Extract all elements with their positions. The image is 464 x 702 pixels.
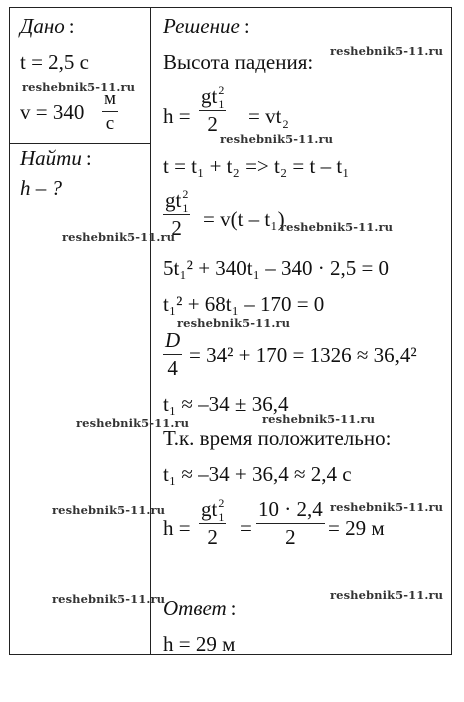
- eq7: t₁ ≈ –34 ± 36,4: [163, 392, 289, 416]
- given-speed: v = 340: [20, 100, 85, 124]
- eq9-fraction-2: 10 · 2,4 2: [258, 497, 323, 549]
- eq8: t₁ ≈ –34 + 36,4 ≈ 2,4 с: [163, 462, 352, 486]
- fall-height-label: Высота падения:: [163, 50, 314, 74]
- watermark: reshebnik5-11.ru: [22, 80, 136, 94]
- eq3-fraction: $gt_1^2$ 2: [165, 187, 189, 240]
- eq9-equals: =: [240, 516, 252, 540]
- eq4: 5t₁² + 340t₁ – 340 · 2,5 = 0: [163, 256, 390, 280]
- eq3-rhs: = v(t – t₁): [203, 207, 285, 231]
- watermark: reshebnik5-11.ru: [52, 592, 166, 606]
- eq9-rhs: = 29 м: [328, 516, 385, 540]
- positive-note: Т.к. время положительно:: [163, 426, 392, 450]
- eq1-lhs: h =: [163, 104, 191, 128]
- answer-value: h = 29 м: [163, 632, 236, 656]
- given-time: t = 2,5 с: [20, 50, 89, 74]
- eq1-rhs: = $vt_2$: [248, 104, 289, 131]
- eq6-rhs: = 34² + 170 = 1326 ≈ 36,4²: [189, 343, 417, 367]
- given-speed-unit: м с: [104, 88, 117, 134]
- eq5: t₁² + 68t₁ – 170 = 0: [163, 292, 325, 316]
- solution-heading: Решение :: [163, 14, 250, 38]
- watermark: reshebnik5-11.ru: [330, 500, 444, 514]
- find-target: h – ?: [20, 176, 62, 200]
- find-heading: Найти :: [20, 146, 92, 170]
- watermark: reshebnik5-11.ru: [177, 316, 291, 330]
- eq1-fraction: $gt_1^2$ 2: [201, 83, 225, 136]
- watermark: reshebnik5-11.ru: [52, 503, 166, 517]
- eq6-fraction: D 4: [165, 328, 181, 380]
- watermark: reshebnik5-11.ru: [330, 44, 444, 58]
- given-heading: Дано :: [20, 14, 75, 38]
- watermark: reshebnik5-11.ru: [280, 220, 394, 234]
- watermark: reshebnik5-11.ru: [330, 588, 444, 602]
- given-find-divider: [9, 143, 151, 144]
- eq2: t = t₁ + t₂ => t₂ = t – t₁: [163, 154, 350, 178]
- eq9-fraction-1: $gt_1^2$ 2: [201, 496, 225, 549]
- watermark: reshebnik5-11.ru: [262, 412, 376, 426]
- watermark: reshebnik5-11.ru: [76, 416, 190, 430]
- watermark: reshebnik5-11.ru: [62, 230, 176, 244]
- column-divider: [150, 7, 151, 655]
- answer-heading: Ответ :: [163, 596, 237, 620]
- watermark: reshebnik5-11.ru: [220, 132, 334, 146]
- eq9-lhs: h =: [163, 516, 191, 540]
